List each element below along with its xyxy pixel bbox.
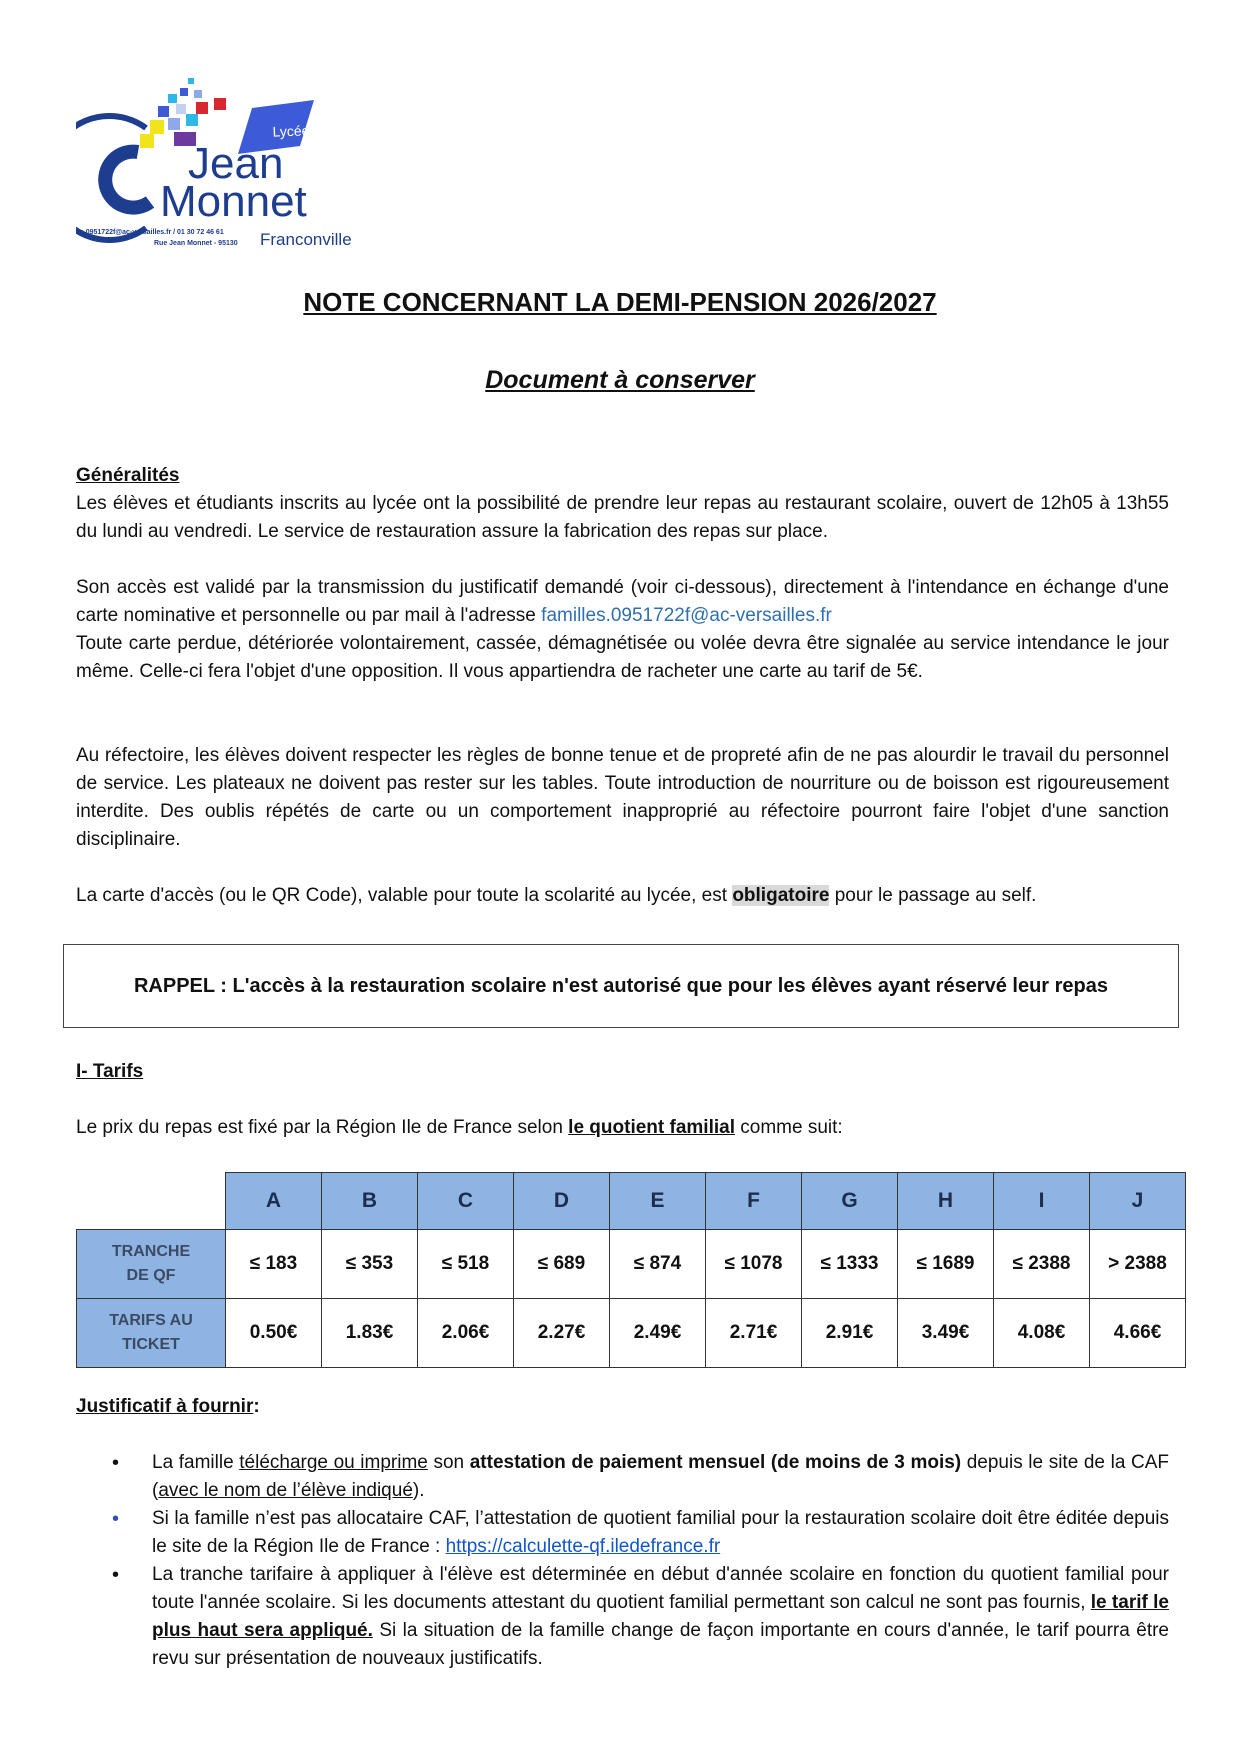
page-subtitle: Document à conserver bbox=[485, 366, 755, 394]
table-cell: 4.08€ bbox=[994, 1299, 1090, 1368]
column-header: A bbox=[226, 1173, 322, 1230]
tarifs-heading: I- Tarifs bbox=[76, 1061, 144, 1082]
table-row-tarifs bbox=[77, 1299, 1186, 1368]
column-header: I bbox=[994, 1173, 1090, 1230]
mandatory-highlight: obligatoire bbox=[732, 885, 830, 906]
tarifs-intro bbox=[76, 1114, 1169, 1142]
list-item bbox=[76, 1505, 1169, 1561]
tarifs-intro-end: comme suit: bbox=[734, 1117, 843, 1138]
generalites-paragraph-1: Les élèves et étudiants inscrits au lycée ont la possibilité de prendre leur repas au restaurant scolaire, ouvert de 12h05 à 13h55 du lundi au vendredi. Le service de restauration assure la fabrication des repas sur place. bbox=[76, 493, 1169, 542]
logo-city-text: Franconville bbox=[260, 230, 352, 249]
bullet-icon: • bbox=[112, 1508, 120, 1530]
calculette-qf-link[interactable]: https://calculette-qf.iledefrance.fr bbox=[445, 1536, 721, 1557]
quotient-familial-text: le quotient familial bbox=[568, 1117, 735, 1138]
row-header-tranche-line-1: TRANCHE bbox=[111, 1243, 191, 1260]
table-cell: 2.27€ bbox=[514, 1299, 610, 1368]
generalites-section bbox=[76, 462, 1169, 546]
table-corner bbox=[77, 1173, 226, 1230]
table-cell: 0.50€ bbox=[226, 1299, 322, 1368]
table-cell: ≤ 183 bbox=[226, 1230, 322, 1299]
access-text: Son accès est validé par la transmission du justificatif demandé (voir ci-dessous), directement à l'intendance en échange d'une carte nominative et personnelle ou par mail à l'adresse bbox=[76, 577, 1169, 626]
list-item bbox=[76, 1561, 1169, 1673]
generalites-paragraph-3: Toute carte perdue, détériorée volontairement, cassée, démagnétisée ou volée devra être signalée au service intendance le jour même. Celle-ci fera l'objet d'une opposition. Il vous appartiendra de racheter une carte au tarif de 5€. bbox=[76, 633, 1169, 682]
generalites-paragraph-4: Au réfectoire, les élèves doivent respecter les règles de bonne tenue et de propreté afin de ne pas alourdir le travail du personnel de service. Les plateaux ne doivent pas rester sur les tables. Toute introduction de nourriture ou de boisson est rigoureusement interdite. Des oublis répétés de carte ou un comportement inapproprié au réfectoire pourront faire l'objet d'une sanction disciplinaire. bbox=[76, 745, 1169, 850]
b3-text-2: Si la situation de la famille change de façon importante en cours d'année, le tarif pourra être revu sur présentation de nouveaux justificatifs. bbox=[152, 1620, 1169, 1669]
table-cell: ≤ 353 bbox=[322, 1230, 418, 1299]
logo-lycee-text: Lycée bbox=[272, 122, 310, 140]
table-header-row bbox=[77, 1173, 1186, 1230]
generalites-paragraph-2 bbox=[76, 574, 1169, 630]
logo-contact-text: ce.0951722f@ac-versailles.fr / 01 30 72 46 61 bbox=[76, 229, 224, 236]
column-header: E bbox=[610, 1173, 706, 1230]
table-cell: > 2388 bbox=[1090, 1230, 1186, 1299]
table-cell: ≤ 1078 bbox=[706, 1230, 802, 1299]
table-cell: ≤ 1333 bbox=[802, 1230, 898, 1299]
b1-text-1: La famille bbox=[152, 1452, 240, 1473]
b1-text-2: son bbox=[427, 1452, 470, 1473]
row-header-tranche-line-2: DE QF bbox=[126, 1267, 176, 1284]
column-header: F bbox=[706, 1173, 802, 1230]
table-cell: ≤ 518 bbox=[418, 1230, 514, 1299]
generalites-heading: Généralités bbox=[76, 465, 180, 486]
column-header: D bbox=[514, 1173, 610, 1230]
logo-monnet-text: Monnet bbox=[160, 177, 307, 226]
b3-text-1: La tranche tarifaire à appliquer à l'élève est déterminée en début d'année scolaire en fonction du quotient familial pour toute l'année scolaire. Si les documents attestant du quotient familial permettant son calcul ne sont pas fournis, bbox=[152, 1564, 1169, 1613]
list-item bbox=[76, 1449, 1169, 1505]
table-cell: ≤ 2388 bbox=[994, 1230, 1090, 1299]
b2-text-1: Si la famille n’est pas allocataire CAF, l’attestation de quotient familial pour la restauration scolaire doit être éditée depuis le site de la Région Ile de France : bbox=[152, 1508, 1169, 1557]
table-row-tranche bbox=[77, 1230, 1186, 1299]
page-title: NOTE CONCERNANT LA DEMI-PENSION 2026/2027 bbox=[303, 287, 937, 317]
row-header-tarifs-line-2: TICKET bbox=[122, 1336, 180, 1353]
table-cell: 2.91€ bbox=[802, 1299, 898, 1368]
justificatif-heading: Justificatif à fournir bbox=[76, 1396, 254, 1417]
tarifs-heading-block bbox=[76, 1058, 1169, 1086]
logo-street-text: Rue Jean Monnet - 95130 bbox=[154, 240, 238, 247]
column-header: J bbox=[1090, 1173, 1186, 1230]
row-header-tranche bbox=[77, 1230, 226, 1299]
b1-underline-1: télécharge ou imprime bbox=[239, 1452, 428, 1473]
row-header-tarifs-line-1: TARIFS AU bbox=[109, 1312, 193, 1329]
justificatif-colon: : bbox=[253, 1396, 260, 1417]
b1-text-4: ). bbox=[412, 1480, 425, 1501]
tarifs-intro-text: Le prix du repas est fixé par la Région Ile de France selon bbox=[76, 1117, 569, 1138]
email-link[interactable]: familles.0951722f@ac-versailles.fr bbox=[541, 605, 832, 626]
b1-text-3: depuis le site de la CAF ( bbox=[152, 1452, 1169, 1501]
table-cell: 1.83€ bbox=[322, 1299, 418, 1368]
b1-underline-2: avec le nom de l’élève indiqué bbox=[158, 1480, 413, 1501]
rappel-text: RAPPEL : L'accès à la restauration scolaire n'est autorisé que pour les élèves ayant réservé leur repas bbox=[133, 975, 1109, 997]
table-cell: ≤ 689 bbox=[514, 1230, 610, 1299]
column-header: H bbox=[898, 1173, 994, 1230]
card-text-end: pour le passage au self. bbox=[829, 885, 1037, 906]
column-header: G bbox=[802, 1173, 898, 1230]
table-cell: ≤ 874 bbox=[610, 1230, 706, 1299]
rappel-box bbox=[63, 944, 1179, 1028]
justificatif-heading-block bbox=[76, 1393, 1169, 1421]
bullet-icon: • bbox=[112, 1452, 120, 1474]
table-cell: 2.71€ bbox=[706, 1299, 802, 1368]
table-cell: ≤ 1689 bbox=[898, 1230, 994, 1299]
table-cell: 2.06€ bbox=[418, 1299, 514, 1368]
bullet-icon: • bbox=[112, 1564, 120, 1586]
table-cell: 3.49€ bbox=[898, 1299, 994, 1368]
b3-bold-underline: le tarif le plus haut sera appliqué. bbox=[152, 1592, 1169, 1641]
logo-jean-text: Jean bbox=[188, 139, 284, 188]
column-header: C bbox=[418, 1173, 514, 1230]
column-header: B bbox=[322, 1173, 418, 1230]
table-cell: 2.49€ bbox=[610, 1299, 706, 1368]
card-text: La carte d'accès (ou le QR Code), valable pour toute la scolarité au lycée, est bbox=[76, 885, 733, 906]
justificatif-list bbox=[76, 1449, 1169, 1673]
tarifs-table bbox=[76, 1172, 1186, 1368]
table-cell: 4.66€ bbox=[1090, 1299, 1186, 1368]
school-logo bbox=[76, 78, 376, 253]
row-header-tarifs bbox=[77, 1299, 226, 1368]
generalites-paragraph-5 bbox=[76, 882, 1169, 910]
b1-bold: attestation de paiement mensuel (de moins de 3 mois) bbox=[469, 1452, 962, 1473]
